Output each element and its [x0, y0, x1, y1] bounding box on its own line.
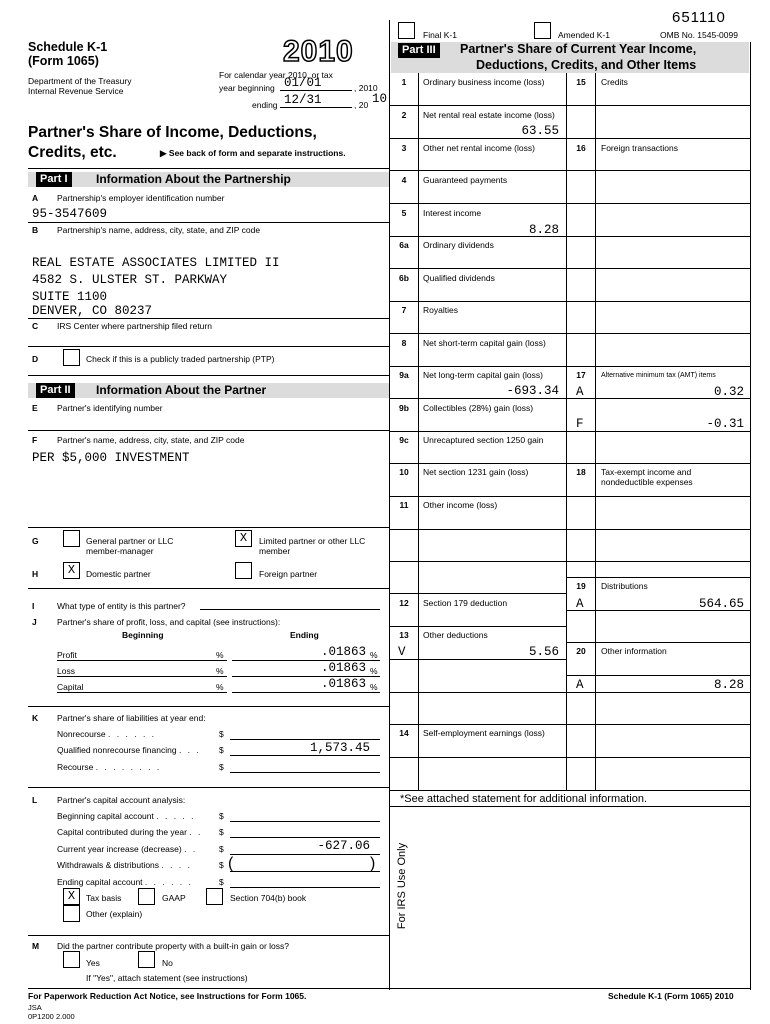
withdrawals-label: Withdrawals & distributions . . . .	[57, 860, 192, 870]
line-15-label: Credits	[601, 77, 628, 87]
foreign-partner-checkbox[interactable]	[235, 562, 252, 579]
partner-name-label: Partner's name, address, city, state, and ZIP code	[57, 435, 245, 445]
m-no-checkbox[interactable]	[138, 951, 155, 968]
line-20-value[interactable]: 8.28	[713, 678, 744, 692]
line-4-number: 4	[401, 175, 407, 185]
line-6b-number: 6b	[399, 273, 409, 283]
line-9a-number: 9a	[399, 370, 409, 380]
contributed-dollar: $	[219, 827, 224, 837]
ein-value[interactable]: 95-3547609	[32, 207, 108, 221]
line-16-label: Foreign transactions	[601, 143, 679, 153]
form-code: 651110	[672, 9, 726, 26]
line-13-value[interactable]: 5.56	[528, 645, 559, 659]
gaap-checkbox[interactable]	[138, 888, 155, 905]
line-11-number: 11	[399, 500, 409, 510]
line-13-label: Other deductions	[423, 630, 488, 640]
partner-id-label: Partner's identifying number	[57, 403, 163, 413]
amended-k1-label: Amended K-1	[558, 30, 610, 40]
line-7-label: Royalties	[423, 305, 458, 315]
line-f-letter: F	[32, 435, 38, 445]
withdrawals-open-paren: (	[228, 855, 234, 872]
year-2010-text: , 2010	[354, 83, 378, 93]
qualified-nonrecourse-value[interactable]: 1,573.45	[309, 741, 370, 755]
line-3-label: Other net rental income (loss)	[423, 143, 535, 153]
ending-label: ending	[252, 100, 278, 110]
part3-title: Partner's Share of Current Year Income,	[460, 42, 697, 56]
line-1-number: 1	[401, 77, 407, 87]
ending-header: Ending	[290, 630, 319, 640]
line-9b-label: Collectibles (28%) gain (loss)	[423, 403, 534, 413]
line-17-number: 17	[576, 370, 586, 380]
line-18-number: 18	[576, 467, 586, 477]
line-17-value-a[interactable]: 0.32	[713, 385, 744, 399]
m-yes-label: Yes	[86, 958, 100, 968]
profit-begin-pct: %	[216, 650, 224, 660]
general-partner-checkbox[interactable]	[63, 530, 80, 547]
capital-begin-pct: %	[216, 682, 224, 692]
line-20-number: 20	[576, 646, 586, 656]
qualified-dollar: $	[219, 745, 224, 755]
m-no-label: No	[162, 958, 173, 968]
line-14-number: 14	[399, 728, 409, 738]
line-k-letter: K	[32, 713, 39, 723]
loss-end-pct: %	[370, 666, 378, 676]
year-beginning-label: year beginning	[219, 83, 275, 93]
irs-center-label: IRS Center where partnership filed return	[57, 321, 212, 331]
section-704b-checkbox[interactable]	[206, 888, 223, 905]
m-attach-note: If "Yes", attach statement (see instructions)	[86, 973, 248, 983]
capital-end-value[interactable]: .01863	[320, 677, 366, 691]
capital-end-pct: %	[370, 682, 378, 692]
part3-tag: Part III	[398, 43, 440, 58]
ein-label: Partnership's employer identification number	[57, 193, 225, 203]
line-14-label: Self-employment earnings (loss)	[423, 728, 545, 738]
line-i-letter: I	[32, 601, 35, 611]
section-704b-label: Section 704(b) book	[230, 893, 307, 903]
other-explain-label: Other (explain)	[86, 909, 143, 919]
recourse-label: Recourse . . . . . . . .	[57, 762, 162, 772]
tax-basis-label: Tax basis	[86, 893, 122, 903]
line-18-label: Tax-exempt income and nondeductible expenses	[601, 467, 693, 487]
amended-k1-checkbox[interactable]	[534, 22, 551, 39]
line-5-value[interactable]: 8.28	[528, 223, 559, 237]
line-17-code-f[interactable]: F	[576, 417, 584, 431]
dept-treasury: Department of the Treasury	[28, 76, 132, 86]
line-8-number: 8	[401, 338, 407, 348]
recourse-dollar: $	[219, 762, 224, 772]
line-j-letter: J	[32, 617, 37, 627]
share-pct-label: Partner's share of profit, loss, and capital (see instructions):	[57, 617, 281, 627]
limited-partner-checkbox[interactable]: X	[235, 530, 252, 547]
year-logo: 2010	[283, 35, 354, 68]
ptp-label: Check if this is a publicly traded partnership (PTP)	[86, 354, 275, 364]
attached-statement-note: *See attached statement for additional information.	[400, 793, 648, 805]
line-2-number: 2	[401, 110, 407, 120]
line-10-number: 10	[399, 467, 409, 477]
liabilities-label: Partner's share of liabilities at year end:	[57, 713, 206, 723]
final-k1-checkbox[interactable]	[398, 22, 415, 39]
line-a-letter: A	[32, 193, 39, 203]
line-9c-number: 9c	[399, 435, 409, 445]
part3-title-2: Deductions, Credits, and Other Items	[476, 58, 697, 72]
partnership-name-label: Partnership's name, address, city, state, and ZIP code	[57, 225, 261, 235]
ending-capital-label: Ending capital account . . . . . .	[57, 877, 193, 887]
irs-use-only-label: For IRS Use Only	[396, 842, 408, 930]
omb-number: OMB No. 1545-0099	[660, 30, 738, 40]
line-17-value-f[interactable]: -0.31	[706, 417, 744, 431]
qualified-nonrecourse-label: Qualified nonrecourse financing . . .	[57, 745, 201, 755]
line-19-number: 19	[576, 581, 586, 591]
tax-basis-checkbox[interactable]: X	[63, 888, 80, 905]
foreign-partner-label: Foreign partner	[259, 569, 318, 579]
line-10-label: Net section 1231 gain (loss)	[423, 467, 529, 477]
limited-partner-label: Limited partner or other LLC member	[259, 536, 366, 556]
line-9a-value[interactable]: -693.34	[506, 384, 559, 398]
line-3-number: 3	[401, 143, 407, 153]
line-5-number: 5	[401, 208, 407, 218]
entity-type-label: What type of entity is this partner?	[57, 601, 186, 611]
other-explain-checkbox[interactable]	[63, 905, 80, 922]
line-16-number: 16	[576, 143, 586, 153]
line-20-label: Other information	[601, 646, 667, 656]
gaap-label: GAAP	[162, 893, 186, 903]
line-2-label: Net rental real estate income (loss)	[423, 110, 555, 120]
increase-value[interactable]: -627.06	[317, 839, 370, 853]
capital-analysis-label: Partner's capital account analysis:	[57, 795, 186, 805]
partnership-address-line-2[interactable]: 4582 S. ULSTER ST. PARKWAY	[32, 273, 228, 287]
domestic-partner-checkbox[interactable]: X	[63, 562, 80, 579]
ptp-checkbox[interactable]	[63, 349, 80, 366]
year-beginning-value[interactable]: 01/01	[284, 76, 322, 90]
line-13-number: 13	[399, 630, 409, 640]
builtin-gain-label: Did the partner contribute property with a built-in gain or loss?	[57, 941, 289, 951]
loss-end-value[interactable]: .01863	[320, 661, 366, 675]
line-5-label: Interest income	[423, 208, 482, 218]
profit-end-value[interactable]: .01863	[320, 645, 366, 659]
line-13-code[interactable]: V	[398, 645, 406, 659]
line-12-label: Section 179 deduction	[423, 598, 508, 608]
part1-title: Information About the Partnership	[96, 172, 291, 186]
line-2-value[interactable]: 63.55	[521, 124, 559, 138]
form-reference: Schedule K-1 (Form 1065) 2010	[608, 991, 734, 1001]
see-back-instructions: ▶ See back of form and separate instructions.	[160, 148, 346, 158]
line-9b-number: 9b	[399, 403, 409, 413]
main-title-2: Credits, etc.	[28, 144, 117, 161]
line-7-number: 7	[401, 305, 407, 315]
partner-name-value[interactable]: PER $5,000 INVESTMENT	[32, 451, 190, 465]
line-6a-number: 6a	[399, 240, 409, 250]
line-20-code[interactable]: A	[576, 678, 584, 692]
line-19-label: Distributions	[601, 581, 648, 591]
line-h-letter: H	[32, 569, 39, 579]
part2-title: Information About the Partner	[96, 383, 267, 397]
line-g-letter: G	[32, 536, 39, 546]
line-12-number: 12	[399, 598, 409, 608]
loss-label: Loss	[57, 666, 75, 676]
line-b-letter: B	[32, 225, 39, 235]
part2-tag: Part II	[36, 383, 75, 398]
final-k1-label: Final K-1	[423, 30, 458, 40]
increase-label: Current year increase (decrease) . .	[57, 844, 198, 854]
ending-capital-dollar: $	[219, 877, 224, 887]
jsa-code: 0P1200 2.000	[28, 1012, 75, 1021]
line-17-label: Alternative minimum tax (AMT) items	[601, 372, 716, 379]
line-17-code-a[interactable]: A	[576, 385, 584, 399]
line-1-label: Ordinary business income (loss)	[423, 77, 545, 87]
irs-name: Internal Revenue Service	[28, 86, 124, 96]
paperwork-notice: For Paperwork Reduction Act Notice, see Instructions for Form 1065.	[28, 991, 307, 1001]
line-6a-label: Ordinary dividends	[423, 240, 494, 250]
m-yes-checkbox[interactable]	[63, 951, 80, 968]
withdrawals-close-paren: )	[370, 855, 376, 872]
calendar-year-text: For calendar year 2010, or tax	[219, 70, 333, 80]
withdrawals-dollar: $	[219, 860, 224, 870]
line-6b-label: Qualified dividends	[423, 273, 495, 283]
capital-label: Capital	[57, 682, 84, 692]
line-15-number: 15	[576, 77, 586, 87]
main-title: Partner's Share of Income, Deductions,	[28, 124, 317, 141]
ending-20-text: , 20	[354, 100, 369, 110]
nonrecourse-dollar: $	[219, 729, 224, 739]
line-9c-label: Unrecaptured section 1250 gain	[423, 435, 544, 445]
line-19-code[interactable]: A	[576, 597, 584, 611]
line-m-letter: M	[32, 941, 40, 951]
beginning-header: Beginning	[122, 630, 164, 640]
form-title: Schedule K-1	[28, 40, 108, 54]
jsa-label: JSA	[28, 1003, 42, 1012]
increase-dollar: $	[219, 844, 224, 854]
beginning-capital-label: Beginning capital account . . . . .	[57, 811, 196, 821]
profit-label: Profit	[57, 650, 77, 660]
domestic-partner-label: Domestic partner	[86, 569, 151, 579]
profit-end-pct: %	[370, 650, 378, 660]
part1-tag: Part I	[36, 172, 72, 187]
line-8-label: Net short-term capital gain (loss)	[423, 338, 546, 348]
partnership-name-line-1[interactable]: REAL ESTATE ASSOCIATES LIMITED II	[32, 256, 280, 270]
line-11-label: Other income (loss)	[423, 500, 498, 510]
line-19-value[interactable]: 564.65	[698, 597, 744, 611]
line-c-letter: C	[32, 321, 39, 331]
beginning-capital-dollar: $	[219, 811, 224, 821]
loss-begin-pct: %	[216, 666, 224, 676]
contributed-label: Capital contributed during the year . .	[57, 827, 203, 837]
general-partner-label: General partner or LLC member-manager	[86, 536, 174, 556]
partnership-address-line-3[interactable]: SUITE 1100	[32, 290, 108, 304]
form-number: (Form 1065)	[28, 54, 99, 68]
line-l-letter: L	[32, 795, 38, 805]
nonrecourse-label: Nonrecourse . . . . . .	[57, 729, 157, 739]
line-4-label: Guaranteed payments	[423, 175, 508, 185]
line-d-letter: D	[32, 354, 39, 364]
line-e-letter: E	[32, 403, 38, 413]
line-9a-label: Net long-term capital gain (loss)	[423, 370, 543, 380]
ending-year-value[interactable]: 10	[372, 92, 388, 106]
ending-value[interactable]: 12/31	[284, 93, 322, 107]
partnership-address-line-4[interactable]: DENVER, CO 80237	[32, 304, 153, 318]
